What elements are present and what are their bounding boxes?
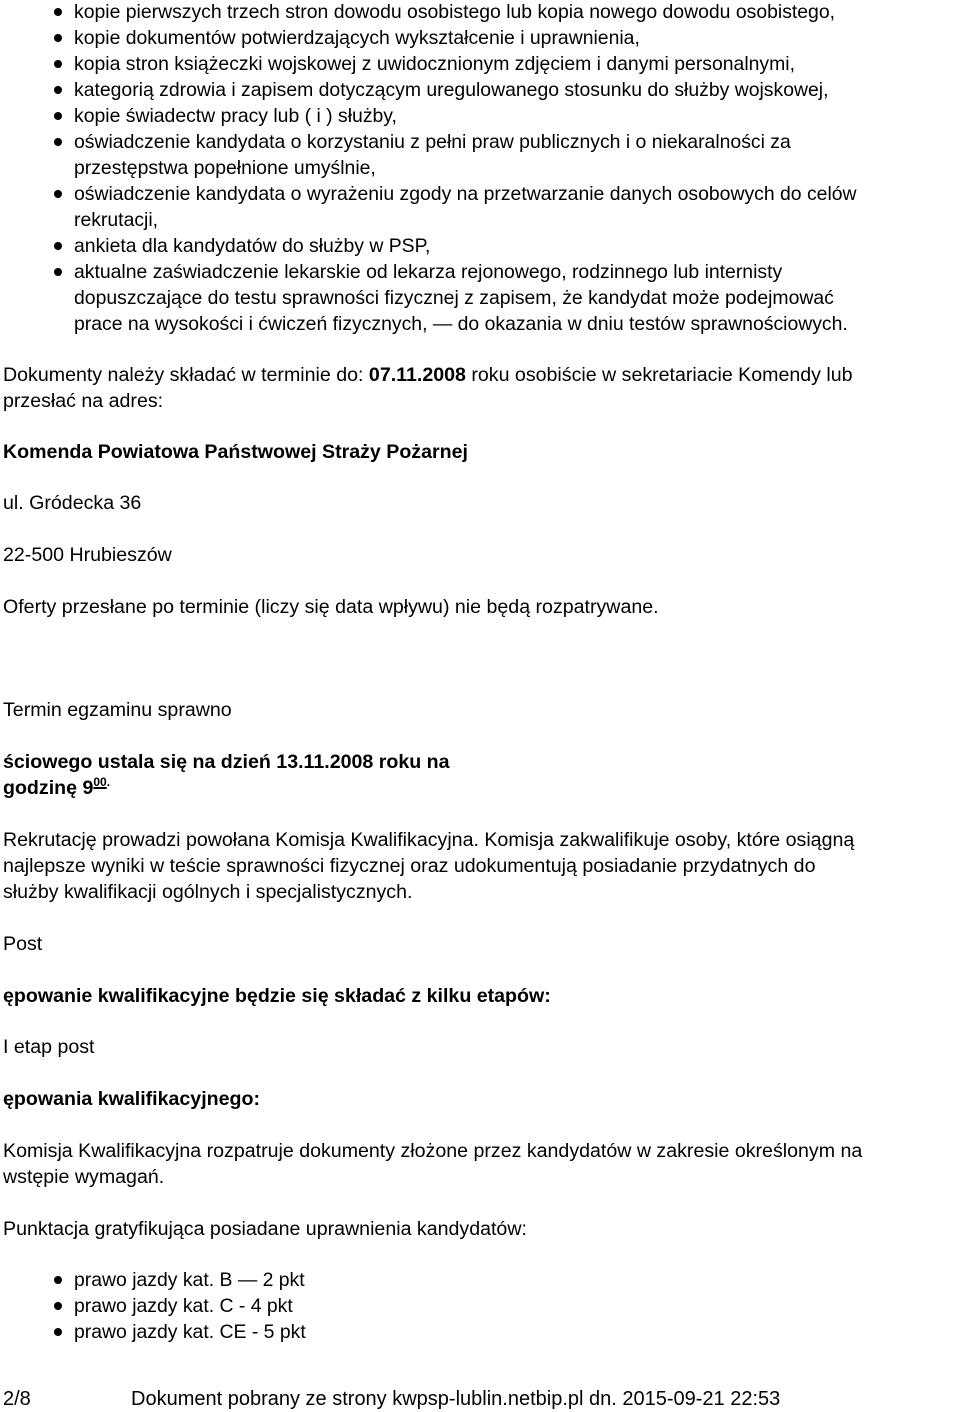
stage1-heading-line1: I etap post: [3, 1036, 95, 1058]
late-offers-note: Oferty przesłane po terminie (liczy się data wpływu) nie będą rozpatrywane.: [3, 596, 659, 618]
list-item-text: kopie dokumentów potwierdzających wykształcenie i uprawnienia,: [74, 27, 640, 49]
list-item-text: prawo jazdy kat. CE - 5 pkt: [74, 1321, 306, 1343]
deadline-date: 07.11.: [368, 364, 423, 386]
bullet-icon: [54, 86, 62, 94]
footer-source: Dokument pobrany ze strony kwpsp-lublin.netbip.pl dn. 2015-09-21 22:53: [131, 1388, 781, 1410]
points-heading: Punktacja gratyfikująca posiadane uprawnienia kandydatów:: [3, 1218, 527, 1240]
exam-heading-line3: [3, 775, 110, 803]
exam-time-period: .: [106, 775, 111, 789]
address-street: ul. Gródecka 36: [3, 492, 142, 514]
paragraph-line: Komisja Kwalifikacyjna rozpatruje dokumenty złożone przez kandydatów w zakresie określonym na: [3, 1140, 863, 1162]
deadline-paragraph: [3, 362, 853, 388]
list-item-text: prawo jazdy kat. B — 2 pkt: [74, 1269, 305, 1291]
bullet-icon: [54, 1276, 62, 1284]
list-item-text: aktualne zaświadczenie lekarskie od lekarza rejonowego, rodzinnego lub internisty: [74, 261, 783, 283]
list-item-text: kopie pierwszych trzech stron dowodu osobistego lub kopia nowego dowodu osobistego,: [74, 1, 836, 23]
bullet-icon: [54, 60, 62, 68]
list-item-text: kategorią zdrowia i zapisem dotyczącym uregulowanego stosunku do służby wojskowej,: [74, 79, 829, 101]
stage1-heading-line2: ępowania kwalifikacyjnego:: [3, 1088, 260, 1110]
bullet-icon: [54, 268, 62, 276]
list-item-text: oświadczenie kandydata o wyrażeniu zgody na przetwarzanie danych osobowych do celów: [74, 183, 857, 205]
bullet-icon: [54, 138, 62, 146]
bullet-icon: [54, 242, 62, 250]
exam-time-text: godzinę 9: [3, 777, 94, 799]
deadline-year: 2008: [422, 364, 466, 386]
list-item-text: przestępstwa popełnione umyślnie,: [74, 157, 376, 179]
exam-heading-line2: ściowego ustala się na dzień 13.11.2008 roku na: [3, 751, 450, 773]
exam-time-minutes: 00: [93, 775, 107, 789]
list-item-text: prace na wysokości i ćwiczeń fizycznych, — do okazania w dniu testów sprawnościowych.: [74, 313, 848, 335]
list-item-text: dopuszczające do testu sprawności fizycznej z zapisem, że kandydat może podejmować: [74, 287, 834, 309]
bullet-icon: [54, 190, 62, 198]
bullet-icon: [54, 1328, 62, 1336]
paragraph-line: służby kwalifikacji ogólnych i specjalistycznych.: [3, 881, 413, 903]
paragraph-line: wstępie wymagań.: [3, 1166, 165, 1188]
deadline-text-after: roku osobiście w sekretariacie Komendy lub: [465, 364, 853, 386]
paragraph-line: Rekrutację prowadzi powołana Komisja Kwalifikacyjna. Komisja zakwalifikuje osoby, które osiągną: [3, 829, 855, 851]
list-item-text: rekrutacji,: [74, 209, 159, 231]
address-city: 22-500 Hrubieszów: [3, 544, 172, 566]
list-item-text: kopia stron książeczki wojskowej z uwidocznionym zdjęciem i danymi personalnymi,: [74, 53, 795, 75]
bullet-icon: [54, 34, 62, 42]
paragraph-line: najlepsze wyniki w teście sprawności fizycznej oraz udokumentują posiadanie przydatnych do: [3, 855, 816, 877]
page-number: 2/8: [3, 1388, 31, 1410]
list-item-text: prawo jazdy kat. C - 4 pkt: [74, 1295, 293, 1317]
procedure-heading-line1: Post: [3, 933, 43, 955]
list-item-text: oświadczenie kandydata o korzystaniu z pełni praw publicznych i o niekaralności za: [74, 131, 791, 153]
list-item-text: kopie świadectw pracy lub ( i ) służby,: [74, 105, 397, 127]
deadline-paragraph-line2: przesłać na adres:: [3, 390, 164, 412]
bullet-icon: [54, 112, 62, 120]
bullet-icon: [54, 8, 62, 16]
procedure-heading-line2: ępowanie kwalifikacyjne będzie się składać z kilku etapów:: [3, 985, 551, 1007]
list-item-text: ankieta dla kandydatów do służby w PSP,: [74, 235, 431, 257]
deadline-text: Dokumenty należy składać w terminie do:: [3, 364, 369, 386]
address-name: Komenda Powiatowa Państwowej Straży Pożarnej: [3, 441, 468, 463]
exam-heading-line1: Termin egzaminu sprawno: [3, 699, 232, 721]
bullet-icon: [54, 1302, 62, 1310]
